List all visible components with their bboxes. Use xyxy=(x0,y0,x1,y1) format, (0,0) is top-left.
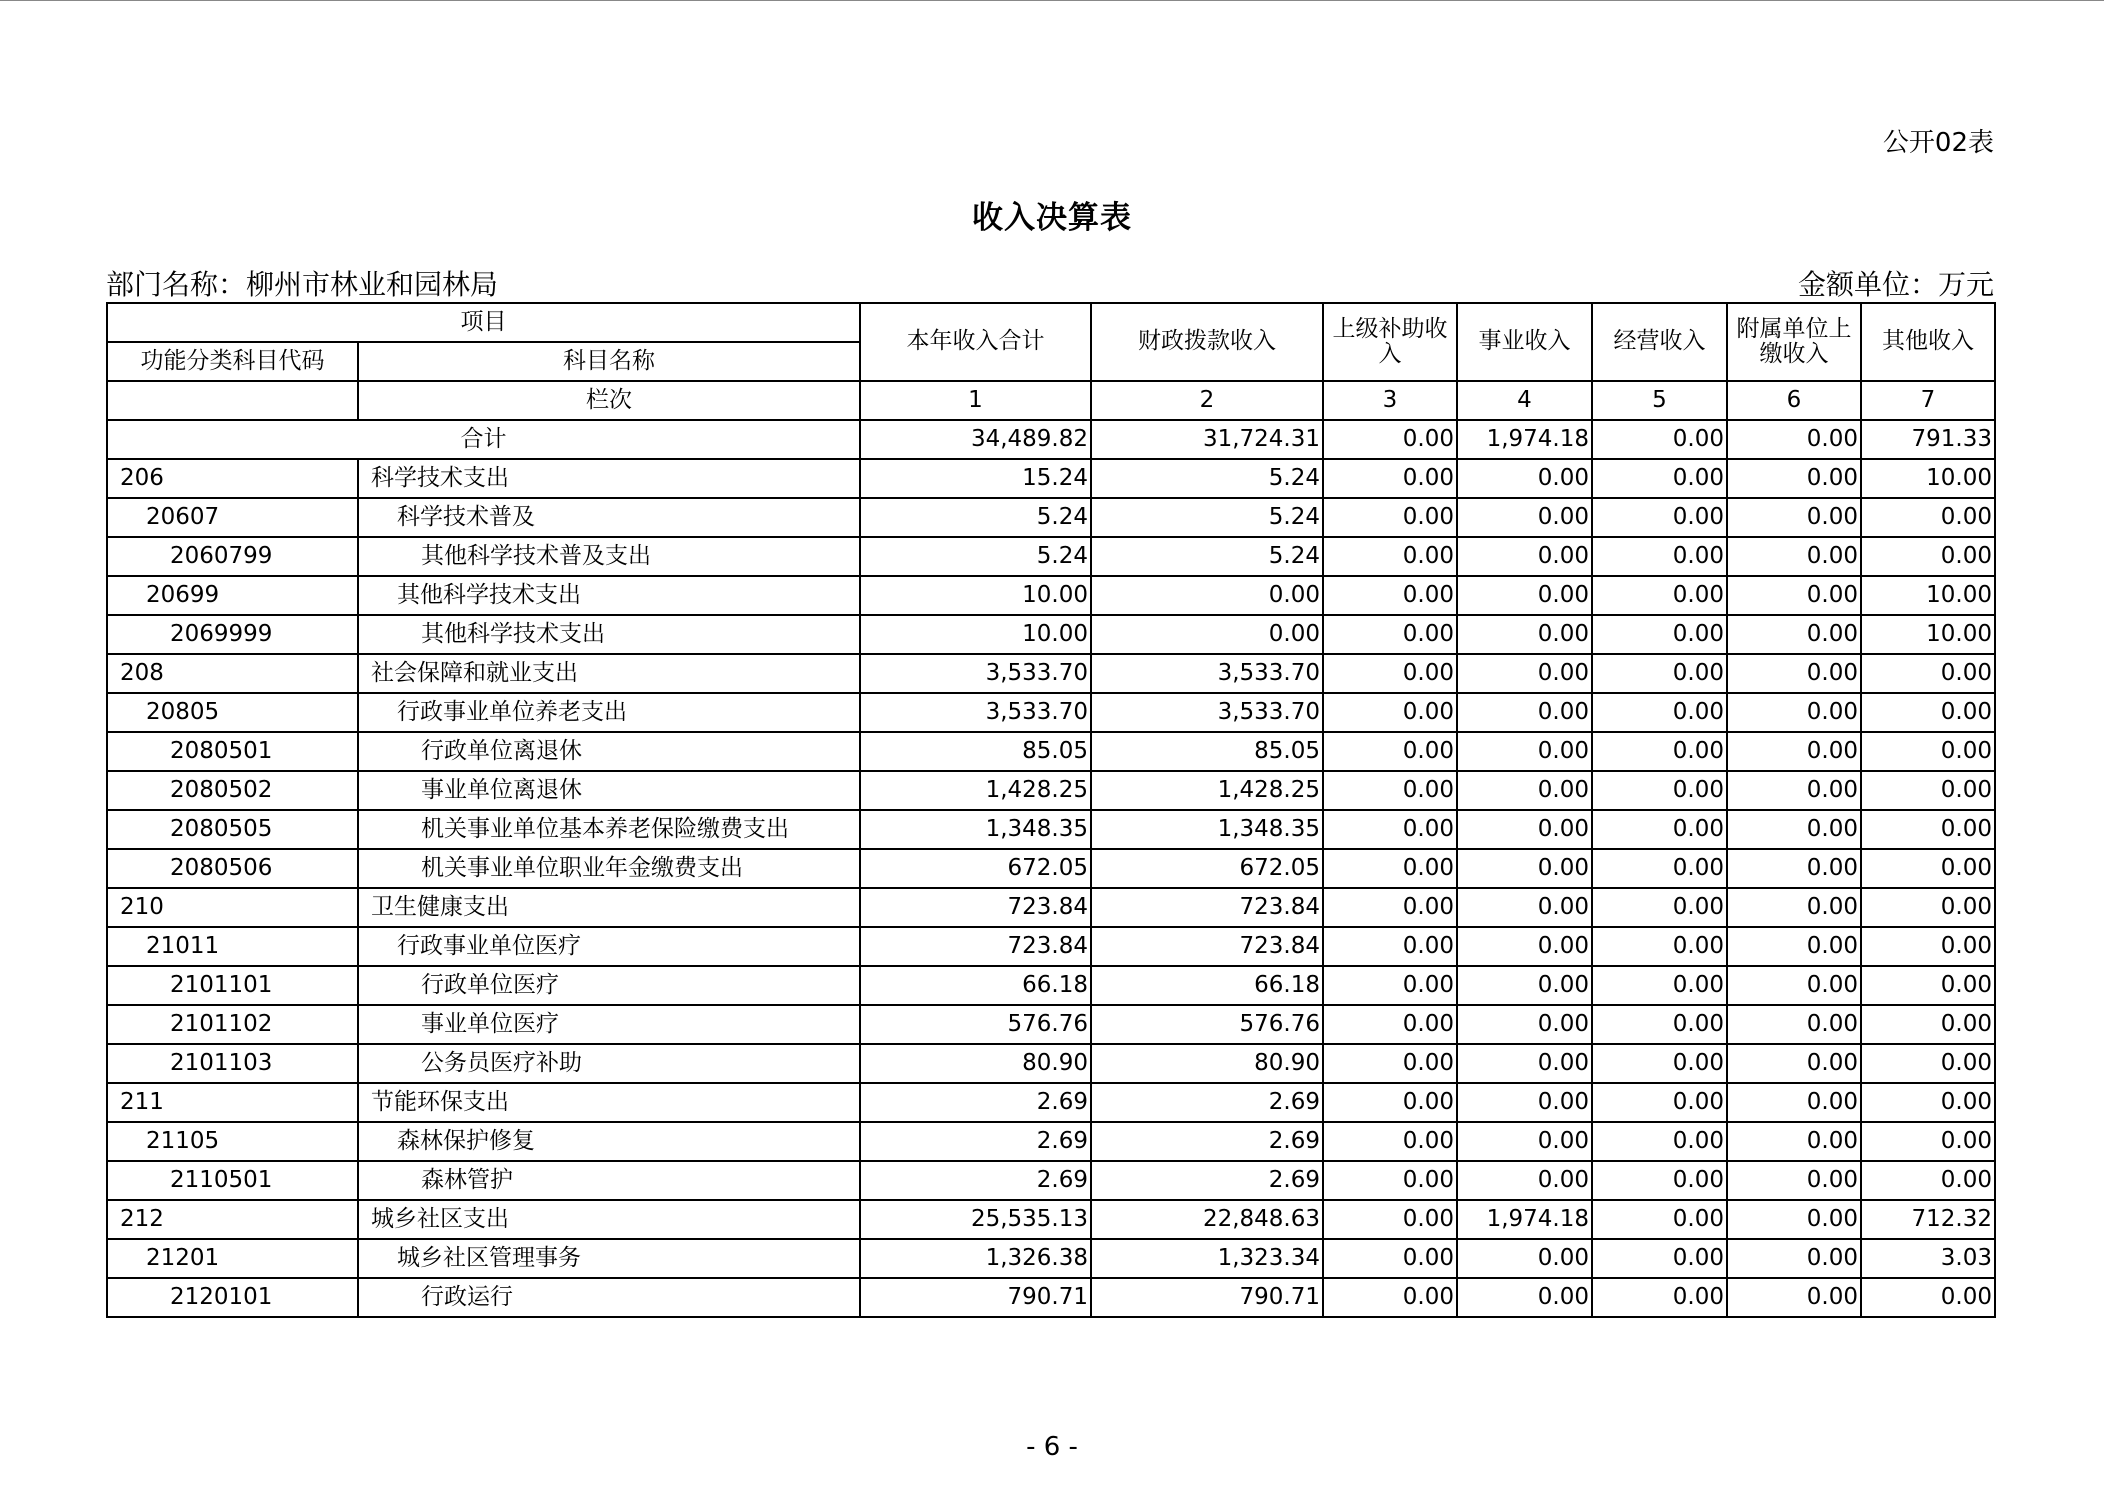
function-code-cell: 212 xyxy=(107,1200,358,1239)
amount-cell: 3,533.70 xyxy=(860,654,1091,693)
amount-cell: 723.84 xyxy=(860,888,1091,927)
amount-cell: 0.00 xyxy=(1592,1161,1727,1200)
function-code-cell: 21201 xyxy=(107,1239,358,1278)
amount-cell: 0.00 xyxy=(1323,966,1457,1005)
amount-cell: 0.00 xyxy=(1592,732,1727,771)
amount-cell: 0.00 xyxy=(1861,732,1995,771)
amount-cell: 0.00 xyxy=(1592,693,1727,732)
amount-cell: 790.71 xyxy=(1091,1278,1323,1317)
amount-cell: 0.00 xyxy=(1323,1044,1457,1083)
column-index-3: 3 xyxy=(1323,381,1457,420)
amount-cell: 10.00 xyxy=(860,615,1091,654)
amount-cell: 0.00 xyxy=(1727,1278,1861,1317)
amount-cell: 0.00 xyxy=(1323,1200,1457,1239)
table-row xyxy=(107,1044,1995,1083)
amount-cell: 2.69 xyxy=(860,1122,1091,1161)
amount-cell: 0.00 xyxy=(1592,1044,1727,1083)
amount-cell: 0.00 xyxy=(1727,732,1861,771)
table-row xyxy=(107,693,1995,732)
amount-cell: 3,533.70 xyxy=(1091,654,1323,693)
amount-cell: 22,848.63 xyxy=(1091,1200,1323,1239)
amount-cell: 0.00 xyxy=(1861,1005,1995,1044)
function-code-cell: 2101101 xyxy=(107,966,358,1005)
amount-cell: 2.69 xyxy=(860,1083,1091,1122)
function-code-cell: 2069999 xyxy=(107,615,358,654)
amount-cell: 80.90 xyxy=(860,1044,1091,1083)
amount-cell: 0.00 xyxy=(1727,693,1861,732)
amount-cell: 0.00 xyxy=(1592,615,1727,654)
amount-cell: 0.00 xyxy=(1457,615,1592,654)
amount-cell: 0.00 xyxy=(1727,1239,1861,1278)
amount-cell: 0.00 xyxy=(1592,498,1727,537)
amount-cell: 0.00 xyxy=(1323,615,1457,654)
function-code-cell: 2110501 xyxy=(107,1161,358,1200)
function-code-cell: 2060799 xyxy=(107,537,358,576)
amount-unit-label: 金额单位：万元 xyxy=(1797,268,1994,301)
header-business-income: 事业收入 xyxy=(1457,303,1592,381)
amount-cell: 0.00 xyxy=(1861,771,1995,810)
amount-cell: 0.00 xyxy=(1323,576,1457,615)
function-code-cell: 20805 xyxy=(107,693,358,732)
column-index-blank xyxy=(107,381,358,420)
function-code-cell: 21105 xyxy=(107,1122,358,1161)
amount-cell: 25,535.13 xyxy=(860,1200,1091,1239)
amount-cell: 0.00 xyxy=(1457,1005,1592,1044)
subject-name-cell: 公务员医疗补助 xyxy=(358,1044,860,1083)
amount-cell: 0.00 xyxy=(1727,966,1861,1005)
amount-cell: 0.00 xyxy=(1592,771,1727,810)
amount-cell: 0.00 xyxy=(1323,1239,1457,1278)
amount-cell: 0.00 xyxy=(1727,1200,1861,1239)
header-other-income: 其他收入 xyxy=(1861,303,1995,381)
amount-cell: 0.00 xyxy=(1727,927,1861,966)
total-cell: 0.00 xyxy=(1592,420,1727,459)
column-index-1: 1 xyxy=(860,381,1091,420)
table-row xyxy=(107,888,1995,927)
amount-cell: 2.69 xyxy=(1091,1122,1323,1161)
total-cell: 34,489.82 xyxy=(860,420,1091,459)
amount-cell: 5.24 xyxy=(860,498,1091,537)
table-row xyxy=(107,1200,1995,1239)
table-row xyxy=(107,927,1995,966)
amount-cell: 0.00 xyxy=(1323,537,1457,576)
amount-cell: 5.24 xyxy=(1091,498,1323,537)
total-label: 合计 xyxy=(107,420,860,459)
amount-cell: 0.00 xyxy=(1457,459,1592,498)
amount-cell: 0.00 xyxy=(1457,1239,1592,1278)
amount-cell: 1,323.34 xyxy=(1091,1239,1323,1278)
amount-cell: 5.24 xyxy=(1091,537,1323,576)
function-code-cell: 2080501 xyxy=(107,732,358,771)
subject-name-cell: 科学技术支出 xyxy=(358,459,860,498)
subject-name-cell: 科学技术普及 xyxy=(358,498,860,537)
column-index-5: 5 xyxy=(1592,381,1727,420)
function-code-cell: 2080502 xyxy=(107,771,358,810)
amount-cell: 576.76 xyxy=(1091,1005,1323,1044)
column-index-label: 栏次 xyxy=(358,381,860,420)
subject-name-cell: 森林保护修复 xyxy=(358,1122,860,1161)
total-cell: 791.33 xyxy=(1861,420,1995,459)
amount-cell: 3,533.70 xyxy=(860,693,1091,732)
amount-cell: 0.00 xyxy=(1323,498,1457,537)
amount-cell: 3.03 xyxy=(1861,1239,1995,1278)
amount-cell: 2.69 xyxy=(1091,1161,1323,1200)
table-row xyxy=(107,849,1995,888)
total-cell: 0.00 xyxy=(1323,420,1457,459)
amount-cell: 0.00 xyxy=(1861,498,1995,537)
amount-cell: 0.00 xyxy=(1727,771,1861,810)
amount-cell: 0.00 xyxy=(1861,693,1995,732)
amount-cell: 0.00 xyxy=(1457,498,1592,537)
subject-name-cell: 行政单位医疗 xyxy=(358,966,860,1005)
table-row xyxy=(107,1161,1995,1200)
amount-cell: 0.00 xyxy=(1592,966,1727,1005)
amount-cell: 0.00 xyxy=(1457,810,1592,849)
amount-cell: 0.00 xyxy=(1592,927,1727,966)
amount-cell: 0.00 xyxy=(1861,1083,1995,1122)
amount-cell: 85.05 xyxy=(1091,732,1323,771)
subject-name-cell: 机关事业单位基本养老保险缴费支出 xyxy=(358,810,860,849)
amount-cell: 0.00 xyxy=(1323,1083,1457,1122)
amount-cell: 0.00 xyxy=(1323,810,1457,849)
amount-cell: 0.00 xyxy=(1457,966,1592,1005)
amount-cell: 0.00 xyxy=(1457,1278,1592,1317)
amount-cell: 790.71 xyxy=(860,1278,1091,1317)
header-item: 项目 xyxy=(107,303,860,342)
amount-cell: 0.00 xyxy=(1323,1278,1457,1317)
amount-cell: 1,428.25 xyxy=(1091,771,1323,810)
function-code-cell: 211 xyxy=(107,1083,358,1122)
amount-cell: 66.18 xyxy=(860,966,1091,1005)
amount-cell: 0.00 xyxy=(1861,810,1995,849)
function-code-cell: 20699 xyxy=(107,576,358,615)
header-subject-name: 科目名称 xyxy=(358,342,860,381)
subject-name-cell: 事业单位离退休 xyxy=(358,771,860,810)
amount-cell: 0.00 xyxy=(1592,849,1727,888)
amount-cell: 5.24 xyxy=(860,537,1091,576)
page-number: - 6 - xyxy=(1026,1432,1078,1462)
amount-cell: 0.00 xyxy=(1457,888,1592,927)
table-row xyxy=(107,498,1995,537)
amount-cell: 0.00 xyxy=(1727,459,1861,498)
amount-cell: 0.00 xyxy=(1457,1161,1592,1200)
amount-cell: 0.00 xyxy=(1727,810,1861,849)
amount-cell: 0.00 xyxy=(1323,849,1457,888)
amount-cell: 80.90 xyxy=(1091,1044,1323,1083)
header-operating-income: 经营收入 xyxy=(1592,303,1727,381)
amount-cell: 0.00 xyxy=(1323,732,1457,771)
subject-name-cell: 行政单位离退休 xyxy=(358,732,860,771)
amount-cell: 0.00 xyxy=(1323,654,1457,693)
amount-cell: 0.00 xyxy=(1861,1278,1995,1317)
subject-name-cell: 社会保障和就业支出 xyxy=(358,654,860,693)
amount-cell: 0.00 xyxy=(1861,849,1995,888)
amount-cell: 0.00 xyxy=(1592,1200,1727,1239)
amount-cell: 0.00 xyxy=(1323,1161,1457,1200)
column-index-2: 2 xyxy=(1091,381,1323,420)
amount-cell: 0.00 xyxy=(1727,498,1861,537)
subject-name-cell: 行政事业单位医疗 xyxy=(358,927,860,966)
amount-cell: 0.00 xyxy=(1861,537,1995,576)
page-top-border xyxy=(0,0,2104,1)
amount-cell: 0.00 xyxy=(1091,576,1323,615)
amount-cell: 15.24 xyxy=(860,459,1091,498)
amount-cell: 0.00 xyxy=(1861,1122,1995,1161)
header-affiliated-income: 附属单位上缴收入 xyxy=(1727,303,1861,381)
amount-cell: 0.00 xyxy=(1323,888,1457,927)
amount-cell: 723.84 xyxy=(1091,888,1323,927)
table-row xyxy=(107,459,1995,498)
amount-cell: 0.00 xyxy=(1323,693,1457,732)
table-row xyxy=(107,1083,1995,1122)
subject-name-cell: 节能环保支出 xyxy=(358,1083,860,1122)
function-code-cell: 2101102 xyxy=(107,1005,358,1044)
table-row xyxy=(107,810,1995,849)
table-row xyxy=(107,615,1995,654)
amount-cell: 0.00 xyxy=(1323,927,1457,966)
amount-cell: 0.00 xyxy=(1592,1122,1727,1161)
total-cell: 0.00 xyxy=(1727,420,1861,459)
amount-cell: 0.00 xyxy=(1727,1122,1861,1161)
subject-name-cell: 其他科学技术支出 xyxy=(358,576,860,615)
total-cell: 31,724.31 xyxy=(1091,420,1323,459)
amount-cell: 0.00 xyxy=(1592,1083,1727,1122)
amount-cell: 0.00 xyxy=(1727,537,1861,576)
total-row xyxy=(107,420,1995,459)
function-code-cell: 2080506 xyxy=(107,849,358,888)
amount-cell: 0.00 xyxy=(1457,576,1592,615)
subject-name-cell: 城乡社区管理事务 xyxy=(358,1239,860,1278)
amount-cell: 0.00 xyxy=(1727,1083,1861,1122)
amount-cell: 1,348.35 xyxy=(1091,810,1323,849)
amount-cell: 0.00 xyxy=(1727,1044,1861,1083)
subject-name-cell: 卫生健康支出 xyxy=(358,888,860,927)
amount-cell: 0.00 xyxy=(1861,1161,1995,1200)
amount-cell: 723.84 xyxy=(1091,927,1323,966)
table-row xyxy=(107,771,1995,810)
function-code-cell: 20607 xyxy=(107,498,358,537)
amount-cell: 0.00 xyxy=(1457,732,1592,771)
amount-cell: 0.00 xyxy=(1727,1005,1861,1044)
subject-name-cell: 行政运行 xyxy=(358,1278,860,1317)
function-code-cell: 208 xyxy=(107,654,358,693)
amount-cell: 0.00 xyxy=(1727,576,1861,615)
amount-cell: 1,974.18 xyxy=(1457,1200,1592,1239)
amount-cell: 0.00 xyxy=(1457,1083,1592,1122)
amount-cell: 0.00 xyxy=(1592,1005,1727,1044)
amount-cell: 0.00 xyxy=(1727,615,1861,654)
amount-cell: 0.00 xyxy=(1457,654,1592,693)
table-row xyxy=(107,966,1995,1005)
subject-name-cell: 其他科学技术普及支出 xyxy=(358,537,860,576)
amount-cell: 0.00 xyxy=(1457,849,1592,888)
column-index-6: 6 xyxy=(1727,381,1861,420)
column-index-row xyxy=(107,381,1995,420)
subject-name-cell: 其他科学技术支出 xyxy=(358,615,860,654)
column-index-4: 4 xyxy=(1457,381,1592,420)
function-code-cell: 21011 xyxy=(107,927,358,966)
amount-cell: 2.69 xyxy=(860,1161,1091,1200)
amount-cell: 0.00 xyxy=(1727,654,1861,693)
income-final-accounts-table xyxy=(106,302,1996,1318)
amount-cell: 0.00 xyxy=(1592,459,1727,498)
subject-name-cell: 行政事业单位养老支出 xyxy=(358,693,860,732)
amount-cell: 0.00 xyxy=(1592,654,1727,693)
table-row xyxy=(107,1122,1995,1161)
amount-cell: 0.00 xyxy=(1861,654,1995,693)
amount-cell: 2.69 xyxy=(1091,1083,1323,1122)
amount-cell: 85.05 xyxy=(860,732,1091,771)
amount-cell: 10.00 xyxy=(1861,459,1995,498)
amount-cell: 0.00 xyxy=(1457,927,1592,966)
amount-cell: 1,326.38 xyxy=(860,1239,1091,1278)
subject-name-cell: 城乡社区支出 xyxy=(358,1200,860,1239)
amount-cell: 0.00 xyxy=(1861,927,1995,966)
amount-cell: 10.00 xyxy=(1861,576,1995,615)
amount-cell: 10.00 xyxy=(1861,615,1995,654)
amount-cell: 0.00 xyxy=(1323,459,1457,498)
amount-cell: 672.05 xyxy=(860,849,1091,888)
form-number: 公开02表 xyxy=(1882,128,1994,158)
subject-name-cell: 森林管护 xyxy=(358,1161,860,1200)
amount-cell: 0.00 xyxy=(1592,1239,1727,1278)
amount-cell: 1,348.35 xyxy=(860,810,1091,849)
amount-cell: 0.00 xyxy=(1457,1044,1592,1083)
amount-cell: 0.00 xyxy=(1457,537,1592,576)
function-code-cell: 2080505 xyxy=(107,810,358,849)
column-index-7: 7 xyxy=(1861,381,1995,420)
amount-cell: 0.00 xyxy=(1727,1161,1861,1200)
function-code-cell: 2120101 xyxy=(107,1278,358,1317)
amount-cell: 0.00 xyxy=(1592,810,1727,849)
amount-cell: 0.00 xyxy=(1457,693,1592,732)
table-row xyxy=(107,732,1995,771)
function-code-cell: 2101103 xyxy=(107,1044,358,1083)
header-fiscal-income: 财政拨款收入 xyxy=(1091,303,1323,381)
amount-cell: 0.00 xyxy=(1592,576,1727,615)
amount-cell: 672.05 xyxy=(1091,849,1323,888)
table-row xyxy=(107,1278,1995,1317)
amount-cell: 576.76 xyxy=(860,1005,1091,1044)
amount-cell: 0.00 xyxy=(1457,771,1592,810)
total-cell: 1,974.18 xyxy=(1457,420,1592,459)
amount-cell: 723.84 xyxy=(860,927,1091,966)
amount-cell: 66.18 xyxy=(1091,966,1323,1005)
amount-cell: 0.00 xyxy=(1727,849,1861,888)
amount-cell: 0.00 xyxy=(1727,888,1861,927)
amount-cell: 712.32 xyxy=(1861,1200,1995,1239)
department-label: 部门名称：柳州市林业和园林局 xyxy=(106,268,499,301)
amount-cell: 0.00 xyxy=(1592,888,1727,927)
function-code-cell: 206 xyxy=(107,459,358,498)
amount-cell: 0.00 xyxy=(1861,966,1995,1005)
amount-cell: 0.00 xyxy=(1592,537,1727,576)
amount-cell: 0.00 xyxy=(1323,1122,1457,1161)
table-row xyxy=(107,1239,1995,1278)
subject-name-cell: 事业单位医疗 xyxy=(358,1005,860,1044)
amount-cell: 0.00 xyxy=(1861,888,1995,927)
header-function-code: 功能分类科目代码 xyxy=(107,342,358,381)
subject-name-cell: 机关事业单位职业年金缴费支出 xyxy=(358,849,860,888)
amount-cell: 10.00 xyxy=(860,576,1091,615)
table-row xyxy=(107,576,1995,615)
table-row xyxy=(107,1005,1995,1044)
amount-cell: 5.24 xyxy=(1091,459,1323,498)
amount-cell: 0.00 xyxy=(1091,615,1323,654)
amount-cell: 0.00 xyxy=(1457,1122,1592,1161)
amount-cell: 0.00 xyxy=(1323,1005,1457,1044)
page-title: 收入决算表 xyxy=(972,200,1132,236)
amount-cell: 0.00 xyxy=(1592,1278,1727,1317)
amount-cell: 0.00 xyxy=(1861,1044,1995,1083)
header-superior-subsidy: 上级补助收入 xyxy=(1323,303,1457,381)
amount-cell: 3,533.70 xyxy=(1091,693,1323,732)
table-row xyxy=(107,537,1995,576)
table-row xyxy=(107,654,1995,693)
function-code-cell: 210 xyxy=(107,888,358,927)
header-total-income: 本年收入合计 xyxy=(860,303,1091,381)
amount-cell: 0.00 xyxy=(1323,771,1457,810)
amount-cell: 1,428.25 xyxy=(860,771,1091,810)
